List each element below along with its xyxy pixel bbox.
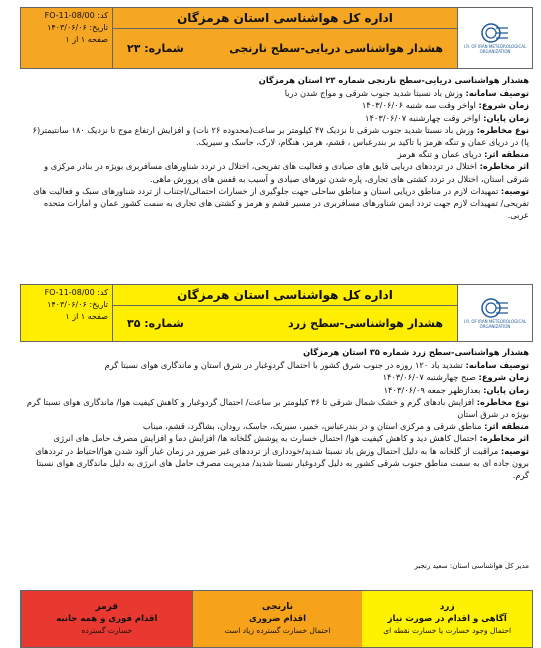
header-meta bbox=[21, 8, 113, 68]
row-system: توصیف سامانه: تشدید باد ۱۲۰ روزه در جنوب شرق کشور با احتمال گردوغبار در شرق استان و ماندگاری هوای نسبتا گرم bbox=[104, 360, 529, 371]
doc-code: FO-11-08/00 bbox=[44, 11, 95, 20]
header-orange bbox=[20, 7, 533, 69]
page-label: صفحه bbox=[87, 312, 108, 321]
level-orange bbox=[192, 591, 363, 647]
row-area: منطقه اثر: دریای عمان و تنگه هرمز bbox=[397, 149, 529, 160]
row-start: زمان شروع: اواخر وقت سه شنبه ۱۴۰۳/۰۶/۰۶ bbox=[361, 100, 529, 111]
page-current: ۱ bbox=[80, 312, 86, 321]
row-advice: توصیه: مراقبت از گلخانه ها به دلیل احتمال وزش باد نسبتا شدید/خودداری از ترددهای غیر ضرور در زمان غبار آلود شدن هوا/احتیاط در ترددهای برون جاده ای به سمت مناطق جنوب شرقی کشور به دلیل گردوغبار نسبتا شدید/ مدیریت مصرف حامل های انرژی به دلیل ماندگاری هوای نسبتا گرم. bbox=[35, 445, 529, 481]
level-action: آگاهی و اقدام در صورت نیاز bbox=[387, 614, 507, 624]
page-total: ۱ bbox=[65, 312, 70, 321]
header-meta bbox=[21, 285, 113, 341]
logo-icon bbox=[480, 297, 510, 319]
row-hazard: نوع مخاطره: افزایش بادهای گرم و خشک شمال شرقی تا ۳۶ کیلومتر بر ساعت/ احتمال گردوغبار و کاهش کیفیت هوا/ ماندگاری هوای نسبتا گرم بویژه در شرق استان bbox=[26, 396, 529, 420]
header-subtitle-row bbox=[113, 306, 457, 341]
row-hazard: نوع مخاطره: وزش باد نسبتا شدید جنوب شرقی تا نزدیک ۴۷ کیلومتر بر ساعت(محدوده ۲۶ نات) و افزایش ارتفاع موج تا نزدیک ۱۸۰ سانتیمتر(۶ پا) در دریای عمان و تنگه هرمز با تاکید بر بندرعباس ، قشم، هرمز، هنگام، لارک، جاسک و سیریک. bbox=[32, 124, 529, 148]
page-total: ۱ bbox=[65, 35, 70, 44]
header-center bbox=[113, 285, 457, 341]
row-area: منطقه اثر: مناطق شرقی و مرکزی استان و در بندرعباس، خمیر، سیریک، جاسک، رودان، بشاگرد، قشم، میناب bbox=[142, 421, 529, 432]
page-current: ۱ bbox=[80, 35, 86, 44]
header-number: شماره: ۲۳ bbox=[127, 42, 184, 55]
row-effect: اثر مخاطره: اختلال در ترددهای دریایی قایق های صیادی و فعالیت های تفریحی، اختلال در تردد شناورهای مسافربری بویژه در بنادر مرکزی و شرقی استان، اختلال در تردد کشتی های تجاری، پاره شدن تورهای صیادی و آسیب به قفس های پرورش ماهی. bbox=[44, 161, 529, 184]
row-end: زمان پایان: اواخر وقت چهارشنبه ۱۴۰۳/۰۶/۰۷ bbox=[364, 112, 529, 123]
warning-heading: هشدار هواشناسی دریایی-سطح نارنجی شماره ۲۳ استان هرمزگان bbox=[258, 75, 529, 85]
row-start: زمان شروع: صبح چهارشنبه ۱۴۰۳/۰۶/۰۷ bbox=[382, 372, 529, 383]
code-label: کد: bbox=[97, 288, 108, 297]
doc-code: FO-11-08/00 bbox=[44, 288, 95, 297]
header-number: شماره: ۳۵ bbox=[127, 317, 184, 330]
warning-yellow-body bbox=[22, 346, 529, 481]
level-damage: احتمال خسارت گسترده زیاد است bbox=[224, 626, 331, 635]
logo-text: I.R. OF IRAN METEOROLOGICAL ORGANIZATION bbox=[463, 319, 527, 329]
doc-date: ۱۴۰۳/۰۶/۰۶ bbox=[47, 23, 87, 32]
page-label: صفحه bbox=[87, 35, 108, 44]
level-yellow bbox=[362, 591, 532, 647]
header-yellow bbox=[20, 284, 533, 342]
page-of: از bbox=[72, 35, 79, 44]
code-label: کد: bbox=[97, 11, 108, 20]
meteorological-logo bbox=[457, 8, 532, 68]
warning-heading: هشدار هواشناسی-سطح زرد شماره ۳۵ استان هرمزگان bbox=[303, 347, 529, 357]
level-title: نارنجی bbox=[262, 602, 293, 612]
row-system: توصیف سامانه: وزش باد نسبتا شدید جنوب شرقی و مواج شدن دریا bbox=[284, 88, 529, 99]
row-effect: اثر مخاطره: احتمال کاهش دید و کاهش کیفیت هوا/ احتمال خسارت به پوشش گلخانه ها/ افزایش دما و افزایش مصرف حامل های انرژی bbox=[53, 433, 529, 444]
doc-date: ۱۴۰۳/۰۶/۰۶ bbox=[47, 300, 87, 309]
level-title: زرد bbox=[439, 602, 455, 612]
level-title: قرمز bbox=[95, 602, 119, 612]
level-action: اقدام فوری و همه جانبه bbox=[56, 614, 158, 624]
level-red bbox=[21, 591, 192, 647]
director-signature: مدیر کل هواشناسی استان: سعید رنجبر bbox=[414, 562, 529, 570]
header-subtitle-row bbox=[113, 29, 457, 68]
page-of: از bbox=[72, 312, 79, 321]
logo-text: I.R. OF IRAN METEOROLOGICAL ORGANIZATION bbox=[463, 44, 527, 54]
meteorological-logo bbox=[457, 285, 532, 341]
logo-icon bbox=[480, 22, 510, 44]
level-damage: احتمال وجود خسارت یا خسارت نقطه ای bbox=[383, 626, 512, 635]
header-subtitle: هشدار هواشناسی دریایی-سطح نارنجی bbox=[229, 42, 443, 55]
date-label: تاریخ: bbox=[89, 300, 108, 309]
header-title: اداره کل هواشناسی استان هرمزگان bbox=[113, 8, 457, 29]
header-center bbox=[113, 8, 457, 68]
warning-orange-body bbox=[22, 74, 529, 221]
date-label: تاریخ: bbox=[89, 23, 108, 32]
level-damage: خسارت گسترده bbox=[81, 626, 133, 635]
header-subtitle: هشدار هواشناسی-سطح زرد bbox=[288, 317, 443, 330]
row-end: زمان پایان: بعدازظهر جمعه ۱۴۰۳/۰۶/۰۹ bbox=[383, 384, 529, 395]
level-action: اقدام ضروری bbox=[249, 614, 306, 624]
warning-levels-legend bbox=[20, 590, 533, 648]
header-title: اداره کل هواشناسی استان هرمزگان bbox=[113, 285, 457, 306]
row-advice: توصیه: تمهیدات لازم در مناطق دریایی استان و مناطق ساحلی جهت جلوگیری از خسارات احتمالی/اجتناب از تردد شناورهای سبک و فعالیت های تفریحی/ تمهیدات لازم جهت تردد ایمن شناورهای مسافربری در مسیر قشم و هرمز و کشتی های تجاری به سمت کشور عمان و امارات متحده عربی. bbox=[33, 185, 529, 221]
